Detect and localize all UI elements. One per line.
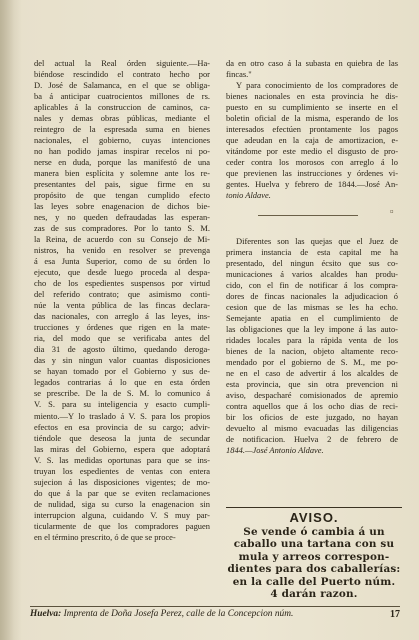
text-line: ridades locales para la rápida venta de los: [226, 335, 398, 346]
aviso-body: [226, 526, 402, 600]
text-line: legados contrarias á lo que en esta órden: [34, 377, 210, 388]
text-line: mendado por el gobierno de S. M., me po-: [226, 357, 398, 368]
text-line: de notificacion. Huelva 2 de febrero de: [226, 434, 398, 445]
text-line: tiéndole que deseosa la junta de secundar: [34, 432, 210, 443]
text-line: truyan los espedientes de ventas con entera: [34, 465, 210, 476]
aviso-line: dientes para dos caballerías:: [227, 563, 401, 576]
text-line: miento.—Y lo traslado á V. S. para los propios: [34, 410, 210, 421]
text-line: ejecuto, que desde luego proceda al despa-: [34, 267, 210, 278]
text-line: ba á anticipar cuatrocientos millones de rs.: [34, 91, 210, 102]
text-line: nacionales, el gobierno, cuyas intenciones: [34, 135, 210, 146]
text-line: interesados efectúen prontamente los pagos: [226, 124, 398, 135]
text-line: nistros, ha venido en resolver se prevenga: [34, 245, 210, 256]
text-line: cho de los espedientes suspensos por virtud: [34, 278, 210, 289]
text-line: núe la venta pública de las fincas declara-: [34, 300, 210, 311]
text-line: no han podido jamas inspirar recelos ni po-: [34, 146, 210, 157]
aviso-title: AVISO.: [289, 510, 339, 525]
section-divider: [258, 215, 358, 216]
page-footer: [30, 606, 400, 620]
text-line: dia 31 de agosto último, quedando deroga-: [34, 344, 210, 355]
aviso-line: en la calle del Puerto núm.: [232, 575, 396, 588]
aviso-line: mula y arreos correspon-: [238, 550, 390, 563]
text-line: zas de sus compradores. Por lo tanto S. M.: [34, 223, 210, 234]
text-line: presentado, del ningun écsito que sus co-: [226, 258, 398, 269]
text-line: nerse en duda, porque las manifestó de una: [34, 157, 210, 168]
footer-imprint: [30, 609, 293, 620]
text-line: las obligaciones que la ley impone á las auto-: [226, 324, 398, 335]
text-line: V. S. las medidas oportunas para que se ins-: [34, 454, 210, 465]
text-line: trucciones y órdenes que rigen en la mate-: [34, 322, 210, 333]
aviso-line: caballo una tartana con su: [233, 538, 395, 551]
divider-ornament: ¤: [390, 208, 394, 216]
page-number: 17: [390, 609, 400, 620]
text-line: cido, con el fin de notificar á los compra-: [226, 280, 398, 291]
text-line: de nulidad, siga su curso la enagenacion sin: [34, 498, 210, 509]
aviso-top-rule: [226, 507, 402, 508]
text-line: puesto en su cumplimiento se inserte en el: [226, 102, 398, 113]
text-line: das nacionales, con arreglo á las leyes, ins-: [34, 311, 210, 322]
aviso-advertisement: [226, 507, 402, 600]
text-line: Semejante apatia en el cumplimiento de: [226, 313, 398, 324]
text-line: del actual la Real órden siguiente.—Ha-: [34, 58, 210, 68]
left-column: [34, 58, 210, 543]
text-line: aviso, despacharé comisionados de apremio: [226, 390, 398, 401]
text-line: fincas.": [226, 69, 252, 80]
text-line: 1844.—José Antonio Aldave.: [226, 445, 324, 456]
text-line: las miras del Gobierno, espera que adoptará: [34, 443, 210, 454]
page-edge-shadow: [0, 0, 22, 640]
footer-imprint-text: Imprenta de Doña Josefa Perez, calle de la Concepcion núm.: [63, 609, 294, 619]
text-line: nes, y no queden defraudadas las esperan-: [34, 212, 210, 223]
text-line: se hayan tomado por el Gobierno y sus de-: [34, 366, 210, 377]
text-line: dores de fincas nacionales la adjudicacion ó: [226, 291, 398, 302]
text-line: Y para conocimiento de los compradores de: [236, 80, 398, 91]
text-line: que previenen las instrucciones y órdenes vi-: [226, 168, 398, 179]
text-line: tonio Aldave.: [226, 190, 271, 201]
text-line: la Reina, de acuerdo con su Consejo de Mi-: [34, 234, 210, 245]
text-line: bienes nacionales en esta provincia he dis-: [226, 91, 398, 102]
aviso-line: 4 darán razon.: [270, 588, 358, 601]
text-line: que adeudan en la caja de amortizacion, e-: [226, 135, 398, 146]
text-line: contra aquellos que á los ocho dias de reci-: [226, 401, 398, 412]
text-line: del referido contrato; que asimismo conti-: [34, 289, 210, 300]
text-line: nales y demas obras públicas, mediante el: [34, 113, 210, 124]
text-line: da en otro caso á la subasta en quiebra de las: [226, 58, 398, 68]
text-line: en el término prescrito, ó de que se proce-: [34, 531, 176, 542]
text-line: esta provincia, que sin otra prevencion ni: [226, 379, 398, 390]
text-line: efectos en esa provincia de su cargo; advir-: [34, 421, 210, 432]
text-line: vitándome por este medio el disgusto de pro-: [226, 146, 398, 157]
text-line: ceder contra los morosos con arreglo á lo: [226, 157, 398, 168]
text-line: se prescribe. De la de S. M. lo comunico á: [34, 388, 210, 399]
text-line: bienes de la nacion, objeto altamente reco-: [226, 346, 398, 357]
text-line: D. José de Salamanca, en el que se obliga-: [34, 80, 210, 91]
text-line: devuelto al mismo evacuadas las diligencias: [226, 423, 398, 434]
text-line: ticularmente de que los compradores paguen: [34, 520, 210, 531]
text-line: interrupcion alguna, cuidando V. S muy par-: [34, 509, 210, 520]
text-line: presentantes del pais, sigue firme en su: [34, 179, 210, 190]
text-line: boletin oficial de la misma, esperando de los: [226, 113, 398, 124]
right-column-notice: [226, 236, 398, 456]
text-line: gentes. Huelva y febrero de 1844.—José An-: [226, 179, 398, 190]
text-line: aplicables á la construccion de caminos, ca-: [34, 102, 210, 113]
right-column-top: [226, 58, 398, 201]
aviso-line: Se vende ó cambia á un: [243, 526, 385, 538]
text-line: do que á la par que se eviten reclamaciones: [34, 487, 210, 498]
text-line: manera bien esplícita y solemne ante los re-: [34, 168, 210, 179]
text-line: primera instancia de esta capital me ha: [226, 247, 398, 258]
text-line: cesion que de las mismas se les ha echo.: [226, 302, 398, 313]
text-line: ria, del modo que se verificaba antes del: [34, 333, 210, 344]
text-line: municaciones á varios alcaldes han produ-: [226, 269, 398, 280]
text-line: á esa Junta Superior, como de su órden lo: [34, 256, 210, 267]
text-line: las leyes sobre enagenacion de dichos bie-: [34, 201, 210, 212]
text-line: das y sin ningun valor cuantas disposiciones: [34, 355, 210, 366]
footer-town: Huelva:: [30, 609, 62, 619]
text-line: sujecion á las disposiciones vigentes; de mo-: [34, 476, 210, 487]
text-line: biéndose rescindido el contrato hecho por: [34, 69, 210, 80]
text-line: Diferentes son las quejas que el Juez de: [236, 236, 398, 246]
text-line: propósito de que tengan cumplido efecto: [34, 190, 210, 201]
text-line: bir los oficios de este juzgado, no hayan: [226, 412, 398, 423]
text-line: V. S. para su inteligencia y esacto cumpli-: [34, 399, 210, 410]
text-line: reintegro de la espresada suma en bienes: [34, 124, 210, 135]
text-line: ne en el caso de advertir á los alcaldes de: [226, 368, 398, 379]
